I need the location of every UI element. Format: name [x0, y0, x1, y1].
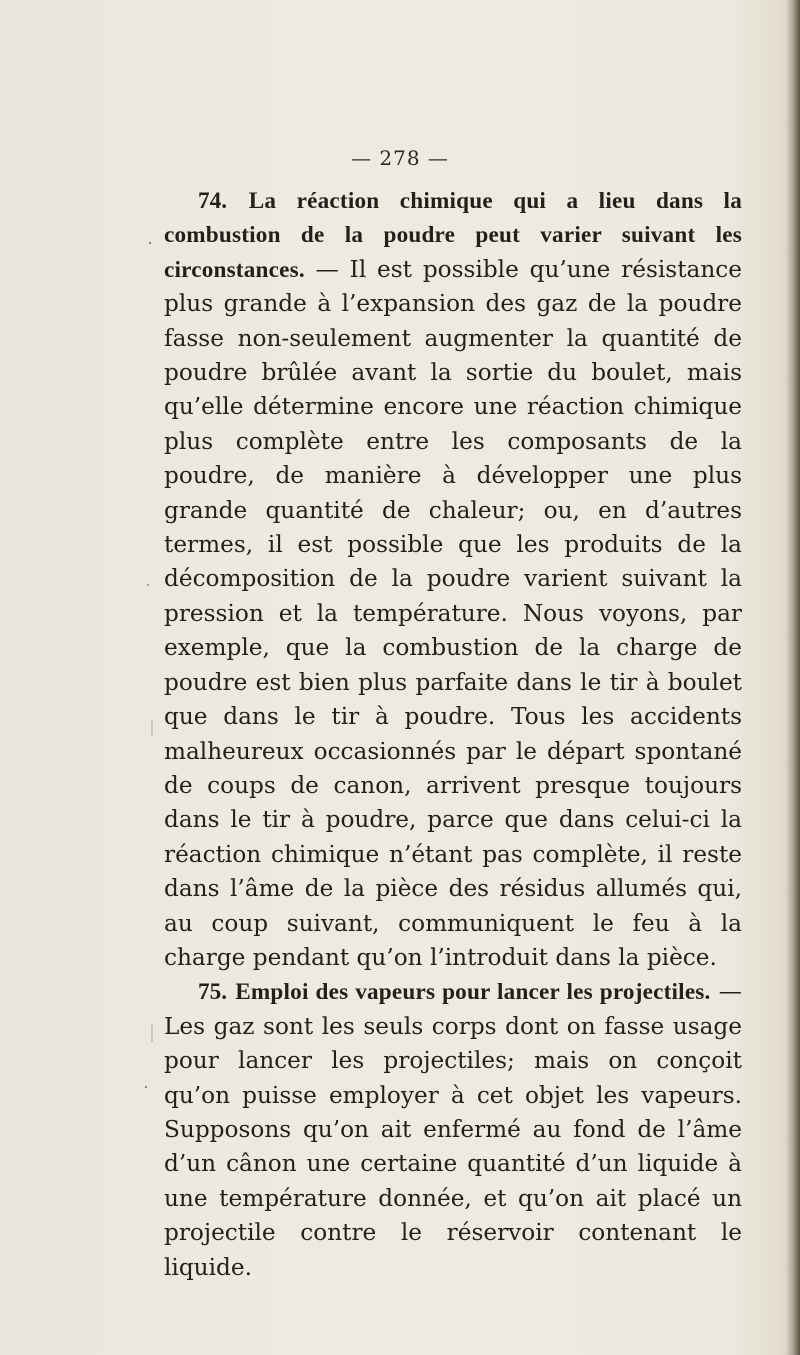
page-text — [164, 184, 742, 1285]
paper-speck — [149, 242, 151, 244]
section-number: 75. — [198, 979, 227, 1006]
paper-speck — [145, 1086, 147, 1088]
page-number: — 278 — — [351, 146, 449, 170]
paragraph-74 — [164, 184, 742, 975]
section-number: 74. — [198, 188, 227, 214]
page-edge-shadow — [786, 0, 800, 1355]
section-heading: Emploi des vapeurs pour lancer les projectiles. — [235, 979, 711, 1006]
paper-speck — [147, 584, 149, 586]
paragraph-75 — [164, 975, 742, 1285]
section-body: — Il est possible qu’une résistance plus grande à l’expansion des gaz de la poudre fasse non-seulement augmenter la quantité de poudre brûlée avant la sortie du boulet, mais qu’elle détermine encore une réaction chimique plus complète entre les composants de la poudre, de manière à développer une plus grande quantité de chaleur; ou, en d’autres termes, il est possible que les produits de la décomposition de la poudre varient suivant la pression et la température. Nous voyons, par exemple, que la combustion de la charge de poudre est bien plus parfaite dans le tir à boulet que dans le tir à poudre. Tous les accidents malheureux occasionnés par le départ spontané de coups de canon, arrivent presque toujours dans le tir à poudre, parce que dans celui-ci la réaction chimique n’étant pas complète, il reste dans l’âme de la pièce des résidus allumés qui, au coup suivant, communiquent le feu à la charge pendant qu’on l’introduit dans la pièce. — [164, 255, 742, 971]
section-body: — Les gaz sont les seuls corps dont on fasse usage pour lancer les projectiles; mais on conçoit qu’on puisse employer à cet objet les vapeurs. Supposons qu’on ait enfermé au fond de l’âme d’un cânon une certaine quantité d’un liquide à une température donnée, et qu’on ait placé un projectile contre le réservoir contenant le liquide. — [164, 978, 742, 1281]
section-heading: La réaction chimique qui a lieu dans la combustion de la poudre peut varier suivant les circonstances. — [164, 188, 742, 283]
